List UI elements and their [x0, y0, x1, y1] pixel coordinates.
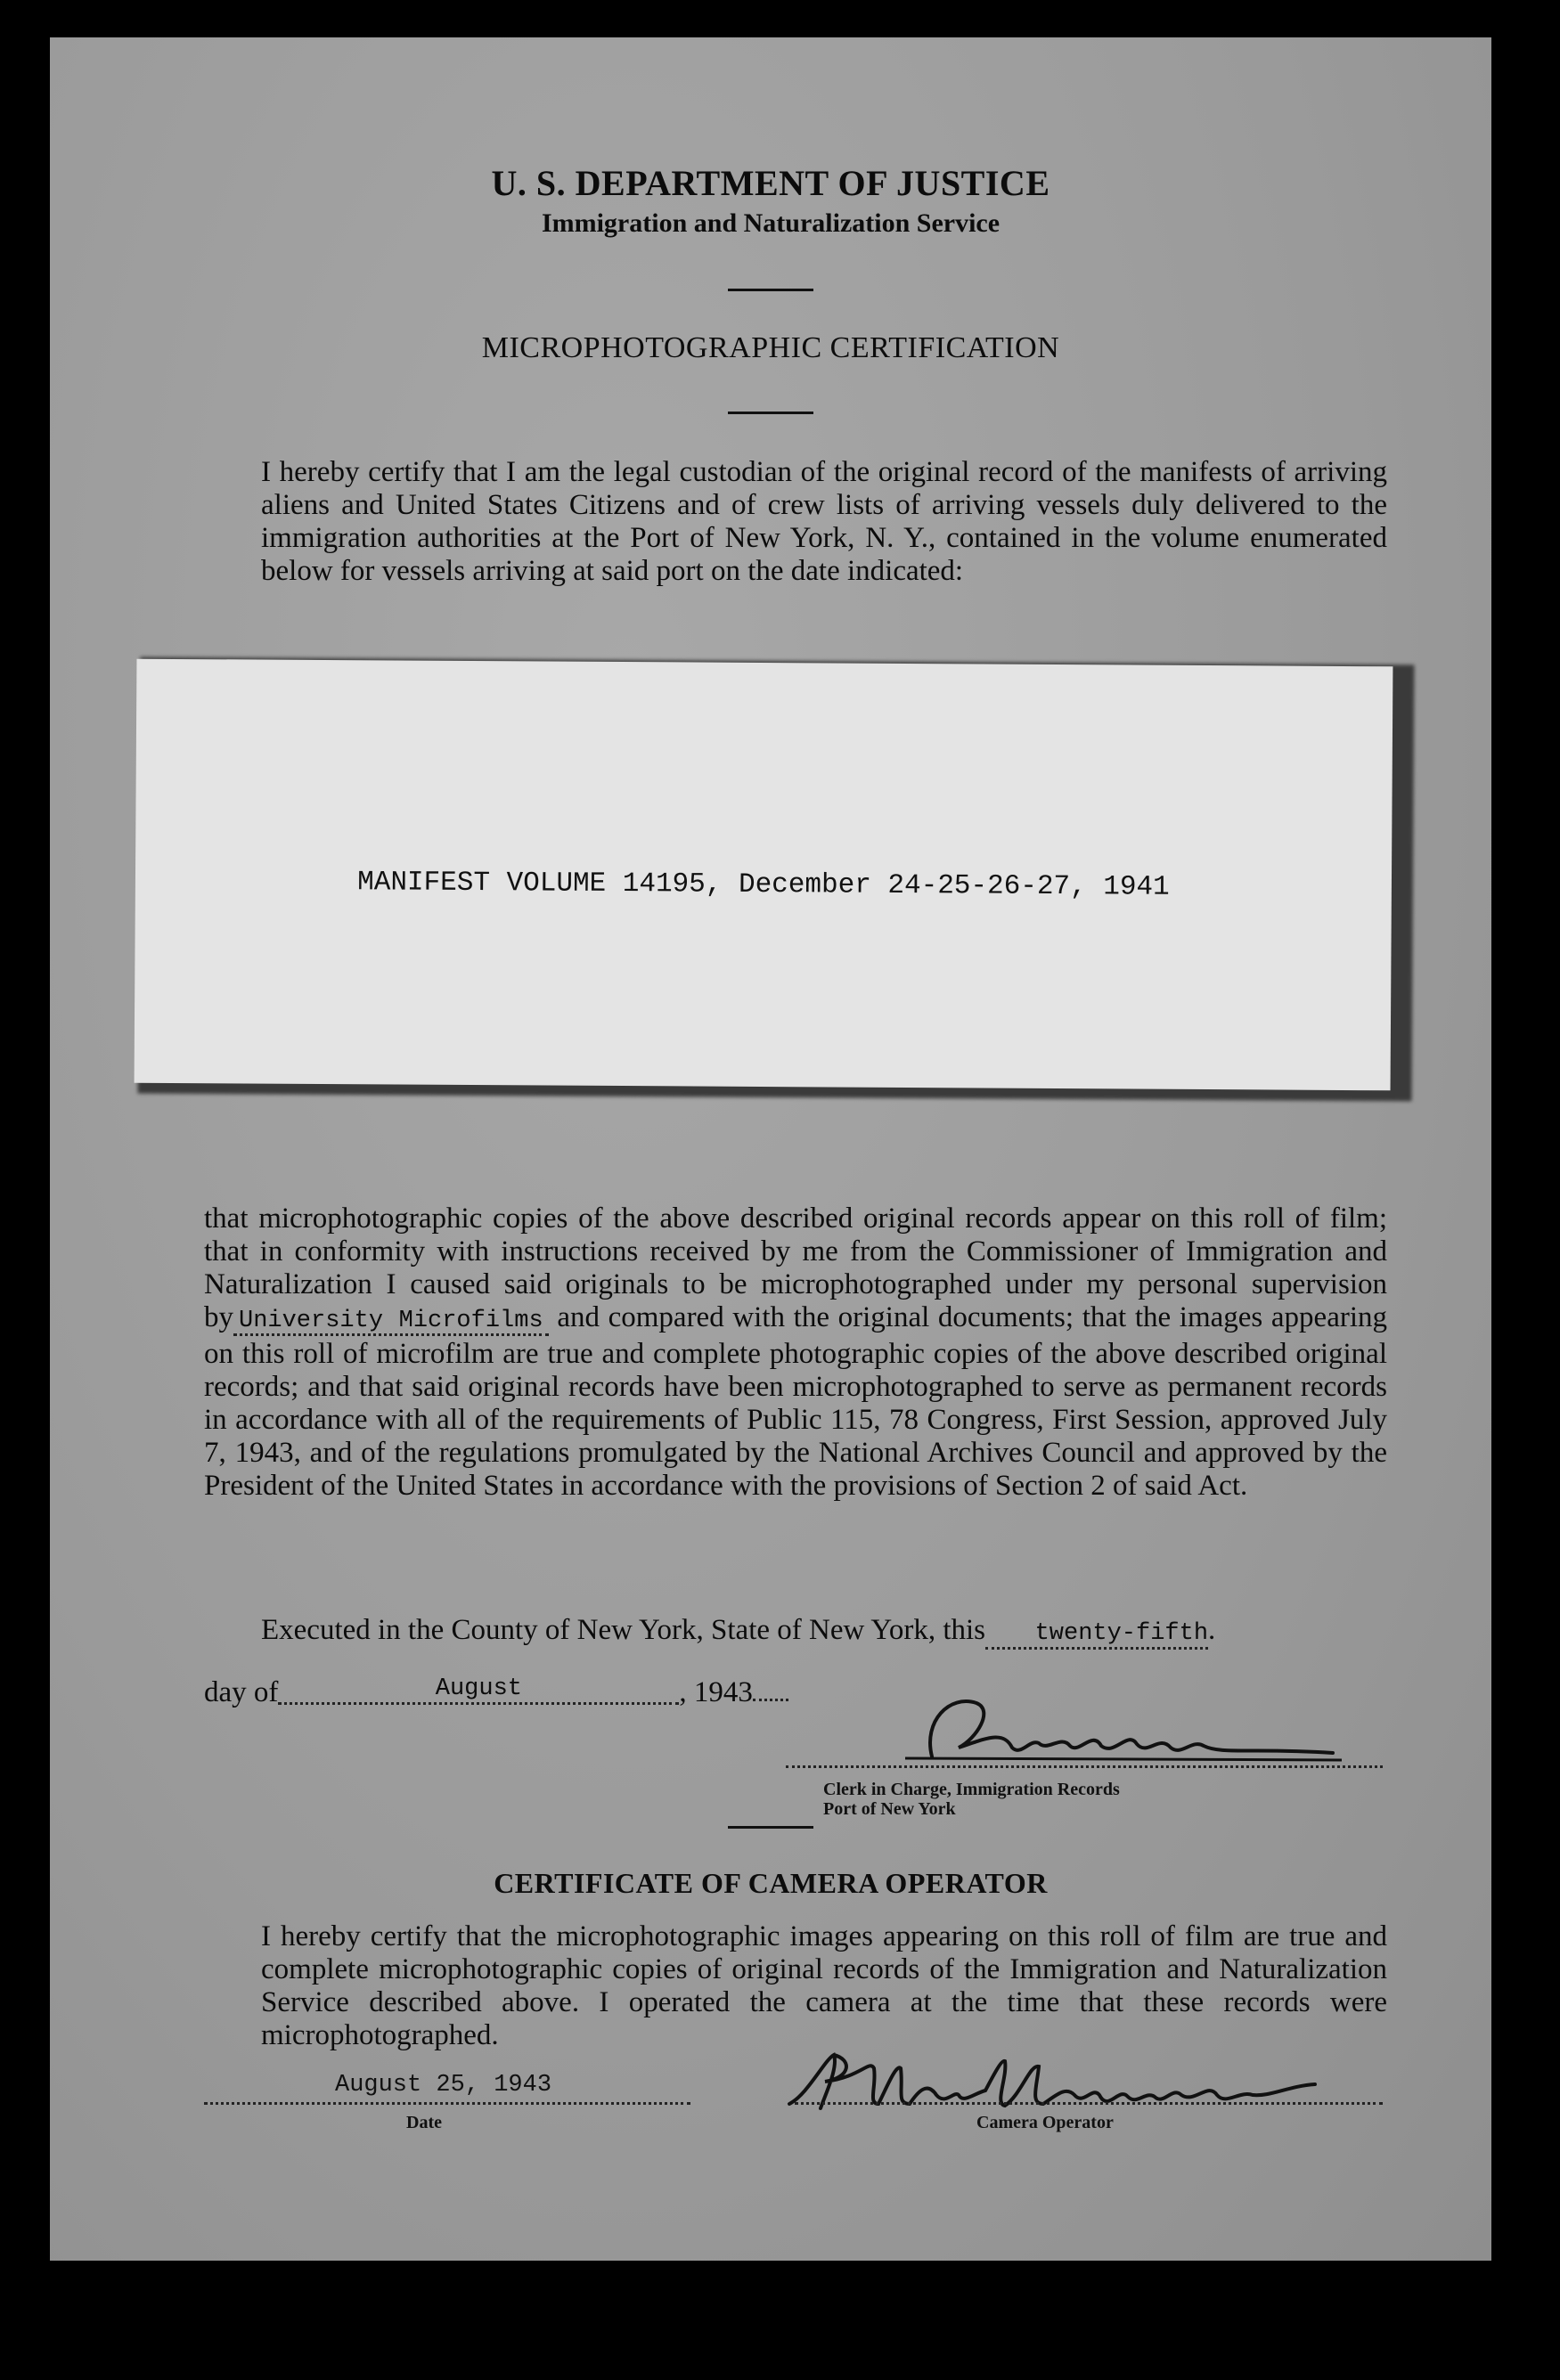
clerk-signature-line: [786, 1765, 1383, 1768]
body-paragraph-part2: and compared with the original documents; that the images appearing on this roll of microfilm are true and complete photographic copies of the above described original records; and that said original records have been microphotographed to serve as permanent records in accordance with all of the requirements of Public 115, 78 Congress, First Session, approved July 7, 1943, and of the regulations promulgated by the National Archives Council and approved by the President of the United States in accordance with the provisions of Section 2 of said Act.: [204, 1301, 1388, 1502]
divider: [728, 412, 813, 414]
service-subheading: Immigration and Naturalization Service: [541, 208, 1001, 238]
camera-operator-signature: [772, 2042, 1360, 2122]
certification-title: MICROPHOTOGRAPHIC CERTIFICATION: [481, 331, 1060, 364]
intro-paragraph-text: I hereby certify that I am the legal custodian of the original record of the manifests of arriving aliens and United States Citizens and of crew lists of arriving vessels duly delivered to the immigration authorities at the Port of New York, N. Y., contained in the volume enumerated below for vessels arriving at said port on the date indicated:: [261, 456, 1387, 587]
divider: [728, 1826, 813, 1829]
manifest-volume-text: MANIFEST VOLUME 14195, December 24-25-26-27, 1941: [357, 867, 1170, 903]
camera-certificate-paragraph: [204, 1920, 1387, 2052]
volume-card: [135, 659, 1393, 1091]
intro-paragraph: [204, 456, 1387, 588]
date-line: [204, 2102, 690, 2105]
supervisor-name: University Microfilms: [239, 1308, 543, 1334]
day-of-line: [204, 1676, 788, 1712]
camera-date: August 25, 1943: [335, 2072, 552, 2099]
camera-certificate-text: I hereby certify that the microphotographic images appearing on this roll of film are true and complete microphotographic copies of original records of the Immigration and Naturalization Service described above. I operated the camera at the time that these records were microphotographed.: [261, 1920, 1387, 2051]
camera-operator-line: [795, 2102, 1383, 2105]
clerk-signature: [870, 1685, 1351, 1774]
date-label: Date: [406, 2113, 442, 2132]
divider: [728, 289, 813, 291]
camera-operator-label: Camera Operator: [976, 2113, 1114, 2132]
certificate-sheet: [50, 37, 1491, 2261]
execution-line: Executed in the County of New York, State of New York, this twenty-fifth.: [261, 1614, 1215, 1650]
department-heading: U. S. DEPARTMENT OF JUSTICE: [491, 163, 1050, 203]
day-of-label: day of: [204, 1676, 279, 1708]
execution-month: August: [435, 1675, 522, 1702]
execution-year: , 1943: [679, 1676, 753, 1708]
clerk-title: [823, 1780, 1120, 1819]
clerk-title-line1: Clerk in Charge, Immigration Records: [823, 1780, 1120, 1799]
clerk-title-line2: Port of New York: [823, 1799, 956, 1819]
camera-certificate-title: CERTIFICATE OF CAMERA OPERATOR: [494, 1867, 1048, 1899]
body-paragraph-part1: that microphotographic copies of the above described original records appear on this roll of film; that in conformity with instructions received by me from the Commissioner of Immigration and Naturalization I caused said originals to be microphotographed under my personal supervision by: [204, 1202, 1387, 1333]
execution-prefix: Executed in the County of New York, State of New York, this: [261, 1614, 986, 1646]
body-paragraph: [204, 1202, 1387, 1503]
execution-day: twenty-fifth: [1034, 1620, 1209, 1647]
